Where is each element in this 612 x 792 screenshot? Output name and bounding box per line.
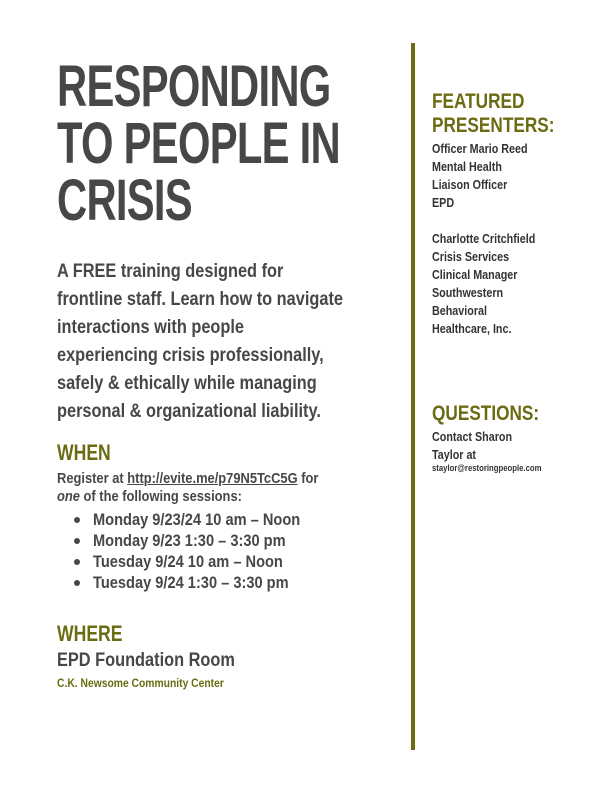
sessions-emphasis: one (57, 488, 80, 505)
bullet-icon (74, 559, 80, 565)
list-item: Monday 9/23 1:30 – 3:30 pm (74, 530, 334, 551)
intro-line: experiencing crisis professionally, (57, 345, 324, 366)
list-item: Tuesday 9/24 10 am – Noon (74, 551, 334, 572)
presenters-heading: FEATURED PRESENTERS: (432, 90, 555, 137)
register-prefix: Register at (57, 470, 128, 487)
presenter-critchfield: Charlotte Critchfield Crisis Services Clinical Manager Southwestern Behavioral Healthcare, Inc. (432, 232, 536, 336)
questions-heading: QUESTIONS: (432, 402, 540, 425)
intro-line: personal & organizational liability. (57, 401, 321, 422)
bullet-icon (74, 538, 80, 544)
list-item: Tuesday 9/24 1:30 – 3:30 pm (74, 572, 334, 593)
session-list (74, 509, 334, 593)
where-heading: WHERE (57, 621, 123, 646)
bullet-icon (74, 580, 80, 586)
intro-line: A FREE training designed for (57, 261, 284, 282)
intro-line: frontline staff. Learn how to navigate (57, 289, 343, 310)
where-venue: C.K. Newsome Community Center (57, 676, 224, 690)
intro-line: interactions with people (57, 317, 245, 338)
sessions-intro: of the following sessions: (79, 488, 242, 505)
questions-contact: Contact Sharon Taylor at (432, 430, 513, 462)
register-suffix: for (297, 470, 319, 487)
intro-paragraph (57, 258, 397, 426)
presenter-reed: Officer Mario Reed Mental Health Liaison Officer EPD (432, 142, 528, 210)
registration-text (57, 470, 387, 506)
list-item: Monday 9/23/24 10 am – Noon (74, 509, 334, 530)
registration-link[interactable]: http://evite.me/p79N5TcC5G (127, 470, 298, 487)
title-line: RESPONDING (57, 54, 331, 119)
when-heading: WHEN (57, 440, 111, 465)
flyer-title (57, 54, 397, 233)
contact-email[interactable]: staylor@restoringpeople.com (432, 463, 542, 473)
vertical-divider (411, 43, 415, 750)
title-line: CRISIS (57, 168, 192, 233)
intro-line: safely & ethically while managing (57, 373, 317, 394)
title-line: TO PEOPLE IN (57, 111, 340, 176)
bullet-icon (74, 517, 80, 523)
where-place: EPD Foundation Room (57, 650, 235, 671)
